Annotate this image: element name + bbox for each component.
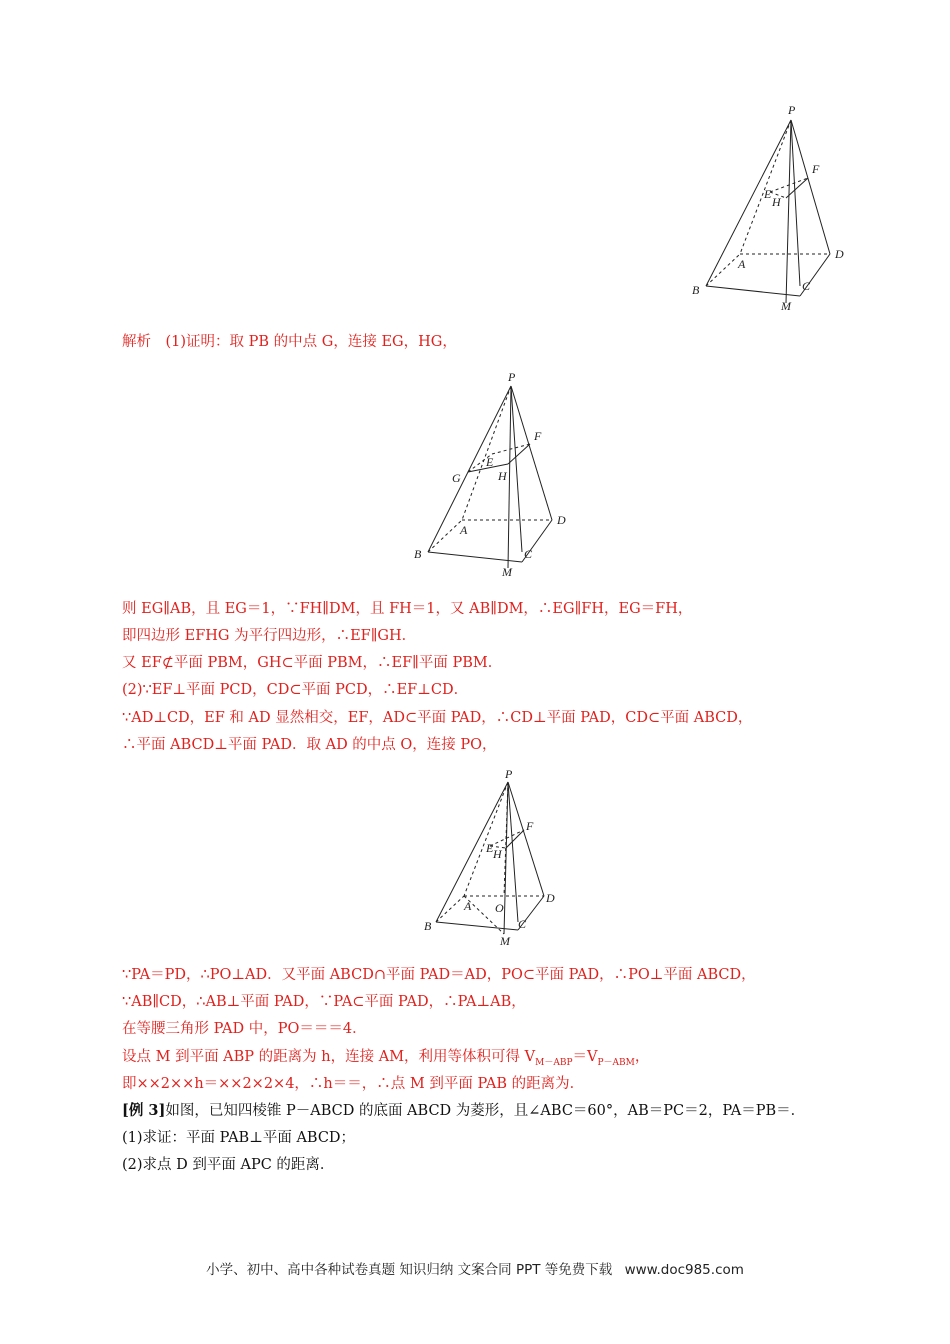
vertex-label-P: P <box>505 767 513 781</box>
vertex-label-P: P <box>508 370 516 384</box>
vertex-label-D: D <box>557 513 566 527</box>
volume-subscript-1: M－ABP <box>535 1057 573 1068</box>
vertex-label-G: G <box>452 471 461 485</box>
volume-subscript-2: P－ABM <box>597 1057 635 1068</box>
solution-line-11-text: 设点 M 到平面 ABP 的距离为 h，连接 AM，利用等体积可得 V <box>122 1049 536 1065</box>
vertex-label-B: B <box>424 919 432 933</box>
vertex-label-O: O <box>495 901 504 915</box>
footer-text: 小学、初中、高中各种试卷真题 知识归纳 文案合同 PPT 等免费下载 <box>206 1262 613 1278</box>
solution-line-11-mid: ＝V <box>572 1049 598 1065</box>
vertex-label-H: H <box>772 195 781 209</box>
pyramid-figure-3 <box>418 766 563 948</box>
solution-line-5: (2)∵EF⊥平面 PCD，CD⊂平面 PCD，∴EF⊥CD． <box>122 682 469 698</box>
example-label: [例 3] <box>122 1102 166 1119</box>
pyramid-figure-2 <box>408 368 573 583</box>
solution-line-11-end: ， <box>634 1049 650 1065</box>
solution-line-8: ∵PA＝PD，∴PO⊥AD．又平面 ABCD∩平面 PAD＝AD，PO⊂平面 PAD，∴PO⊥平面 ABCD， <box>122 967 756 983</box>
solution-line-9: ∵AB∥CD，∴AB⊥平面 PAD，∵PA⊂平面 PAD，∴PA⊥AB， <box>122 994 526 1010</box>
vertex-label-C: C <box>802 279 811 293</box>
vertex-label-M: M <box>502 565 512 579</box>
vertex-label-D: D <box>835 247 844 261</box>
vertex-label-M: M <box>500 934 510 948</box>
example-statement <box>122 1101 805 1121</box>
vertex-label-B: B <box>692 283 700 297</box>
vertex-label-F: F <box>526 819 534 833</box>
vertex-label-F: F <box>534 429 542 443</box>
solution-line-10: 在等腰三角形 PAD 中，PO＝＝＝4． <box>122 1021 367 1037</box>
vertex-label-H: H <box>498 469 507 483</box>
vertex-label-C: C <box>518 917 527 931</box>
example-question-1: (1)求证：平面 PAB⊥平面 ABCD； <box>122 1130 356 1146</box>
vertex-label-A: A <box>460 523 468 537</box>
vertex-label-E: E <box>486 841 494 855</box>
vertex-label-C: C <box>524 547 533 561</box>
solution-line-4: 又 EF⊄平面 PBM，GH⊂平面 PBM，∴EF∥平面 PBM． <box>122 655 503 671</box>
solution-line-2: 则 EG∥AB，且 EG＝1，∵FH∥DM，且 FH＝1，又 AB∥DM，∴EG∥FH，EG＝FH， <box>122 601 693 617</box>
vertex-label-F: F <box>812 162 820 176</box>
solution-line-6: ∵AD⊥CD，EF 和 AD 显然相交，EF，AD⊂平面 PAD，∴CD⊥平面 PAD，CD⊂平面 ABCD， <box>122 710 753 726</box>
example-question-2: (2)求点 D 到平面 APC 的距离． <box>122 1157 335 1173</box>
vertex-label-M: M <box>781 299 791 313</box>
vertex-label-A: A <box>464 899 472 913</box>
solution-line-1: 解析 (1)证明：取 PB 的中点 G，连接 EG，HG， <box>122 334 457 350</box>
solution-line-12: 即××2××h＝××2×2×4，∴h＝＝，∴点 M 到平面 PAB 的距离为． <box>122 1076 585 1092</box>
vertex-label-B: B <box>414 547 422 561</box>
vertex-label-E: E <box>764 187 772 201</box>
footer-url[interactable]: www.doc985.com <box>624 1262 744 1278</box>
vertex-label-A: A <box>738 257 746 271</box>
vertex-label-D: D <box>546 891 555 905</box>
page-footer <box>0 1258 950 1278</box>
pyramid-figure-1 <box>688 100 848 315</box>
example-text: 如图，已知四棱锥 P－ABCD 的底面 ABCD 为菱形，且∠ABC＝60°，AB＝PC＝2，PA＝PB＝． <box>165 1103 806 1119</box>
solution-line-7: ∴平面 ABCD⊥平面 PAD．取 AD 的中点 O，连接 PO， <box>122 737 497 753</box>
vertex-label-P: P <box>788 103 796 117</box>
solution-line-3: 即四边形 EFHG 为平行四边形，∴EF∥GH． <box>122 628 417 644</box>
solution-line-11 <box>122 1047 649 1073</box>
vertex-label-E: E <box>486 455 494 469</box>
vertex-label-H: H <box>493 847 502 861</box>
